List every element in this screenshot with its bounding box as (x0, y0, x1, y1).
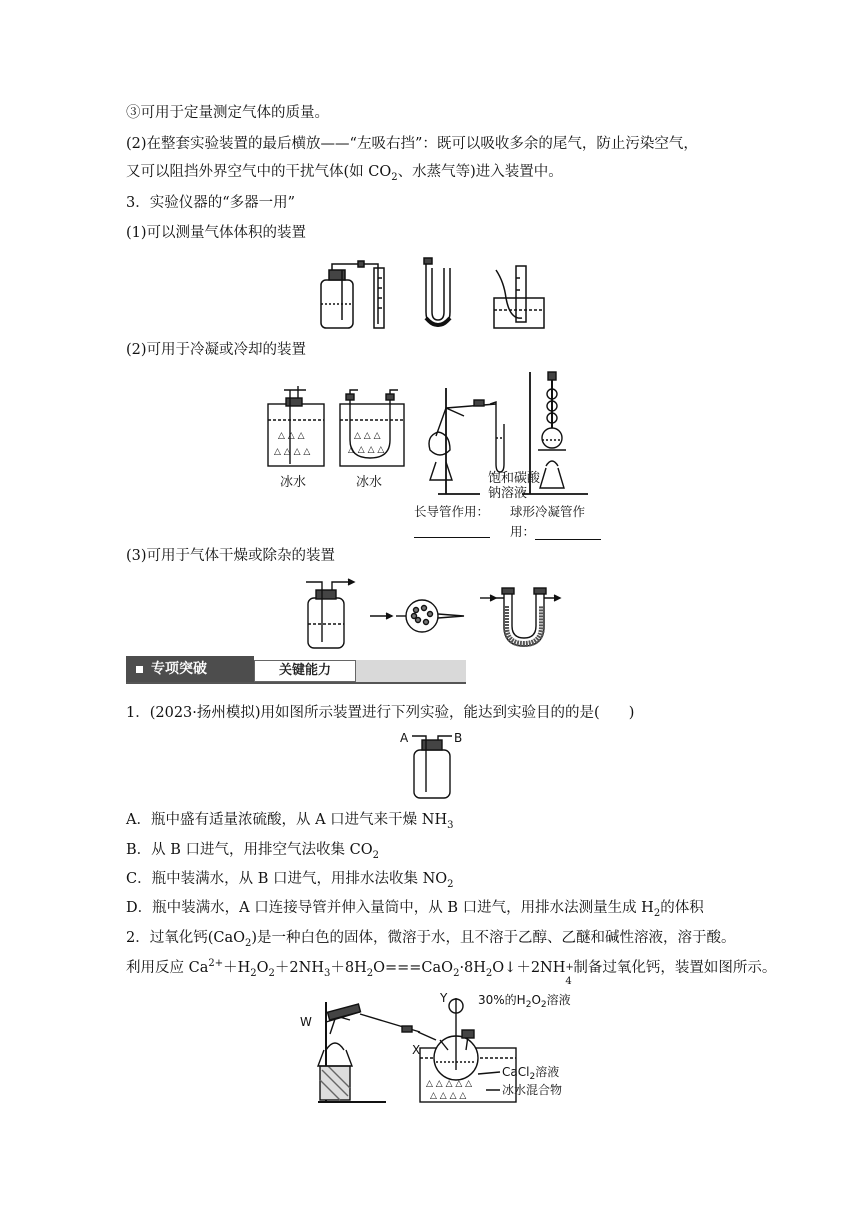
option-c: C．瓶中装满水，从 B 口进气，用排水法收集 $NO_2$ (126, 871, 454, 890)
u-drying-tube (480, 588, 560, 646)
text-line: 又可以阻挡外界空气中的干扰气体(如 $CO_2$、水蒸气等)进入装置中。 (126, 164, 563, 183)
text-line: ③可用于定量测定气体的质量。 (126, 105, 329, 121)
text-line: (2)在整套实验装置的最后横放——“左吸右挡”：既可以吸收多余的尾气，防止污染空气， (126, 136, 698, 152)
section-heading: 3．实验仪器的“多器一用” (126, 195, 296, 211)
calcium-peroxide-apparatus (290, 990, 590, 1108)
label-ice-water-2: 冰水 (356, 475, 383, 490)
caption-blank (414, 522, 490, 538)
option-d: D．瓶中装满水，A 口连接导管并伸入量筒中，从 B 口进气，用排水法测量生成 $H_2$的体积 (126, 900, 704, 919)
caption-condenser: 球形冷凝管作 (510, 504, 586, 519)
drying-bulb (370, 600, 464, 632)
svg-text:△ △ △: △ △ △ (354, 431, 381, 441)
label-cacl2: CaCl$_2$溶液 (502, 1065, 560, 1082)
label-ice-water-1: 冰水 (280, 475, 307, 490)
ab-bottle-figure (398, 728, 468, 802)
svg-text:△ △ △ △: △ △ △ △ (274, 447, 311, 457)
question-2: 2．过氧化钙(CaO$_2$)是一种白色的固体，微溶于水，且不溶于乙醇、乙醚和碱性溶液，溶于酸。 (126, 930, 736, 949)
cooling-figures (260, 368, 605, 504)
caption-condenser: 用： (510, 522, 601, 540)
banner-title: 专项突破 (126, 656, 254, 682)
question-2-equation: 利用反应 $Ca^{2+}+H_2O_2+2NH_3+8H_2O===CaO_2\cdot 8H_2O↓+2NH$ + 4 制备过氧化钙，装置如图所示。 (126, 958, 777, 987)
label-h2o2: 30%的$H_2O_2$溶液 (478, 993, 571, 1010)
drying-figures (300, 576, 570, 654)
label-sodium-carbonate: 钠溶液 (488, 486, 528, 501)
label-ice-mixture: 冰水混合物 (502, 1083, 563, 1097)
label-y: Y (440, 991, 448, 1005)
bottle-with-measuring-tube (321, 261, 384, 328)
u-tube-gas-burette (424, 258, 450, 326)
svg-text:△ △ △: △ △ △ (278, 431, 305, 441)
label-sodium-carbonate: 饱和碳酸 (488, 471, 541, 486)
option-b: B．从 B 口进气，用排空气法收集 $CO_2$ (126, 842, 379, 861)
inverted-cylinder-trough (494, 266, 544, 328)
washing-bottle (306, 579, 354, 648)
label-a: A (400, 731, 409, 745)
option-a: A．瓶中盛有适量浓硫酸，从 A 口进气来干燥 $NH_3$ (126, 812, 454, 831)
banner-subtitle: 关键能力 (254, 660, 356, 682)
question-1: 1．(2023·扬州模拟)用如图所示装置进行下列实验，能达到实验目的的是( ) (126, 705, 635, 721)
label-b: B (454, 731, 463, 745)
subsection-heading: (1)可以测量气体体积的装置 (126, 225, 307, 241)
label-w: W (300, 1015, 312, 1029)
subsection-heading: (2)可用于冷凝或冷却的装置 (126, 342, 307, 358)
svg-text:△ △ △ △ △: △ △ △ △ △ (426, 1079, 473, 1089)
ice-bath-beaker-1 (268, 386, 324, 466)
label-x: X (412, 1043, 421, 1057)
ice-bath-beaker-2 (340, 390, 404, 466)
subsection-heading: (3)可用于气体干燥或除杂的装置 (126, 548, 336, 564)
gas-volume-figures (318, 258, 548, 332)
section-banner (126, 656, 466, 682)
svg-text:△ △ △ △: △ △ △ △ (348, 445, 385, 455)
svg-text:△ △ △ △: △ △ △ △ (430, 1091, 467, 1101)
caption-long-tube: 长导管作用： (414, 504, 490, 519)
